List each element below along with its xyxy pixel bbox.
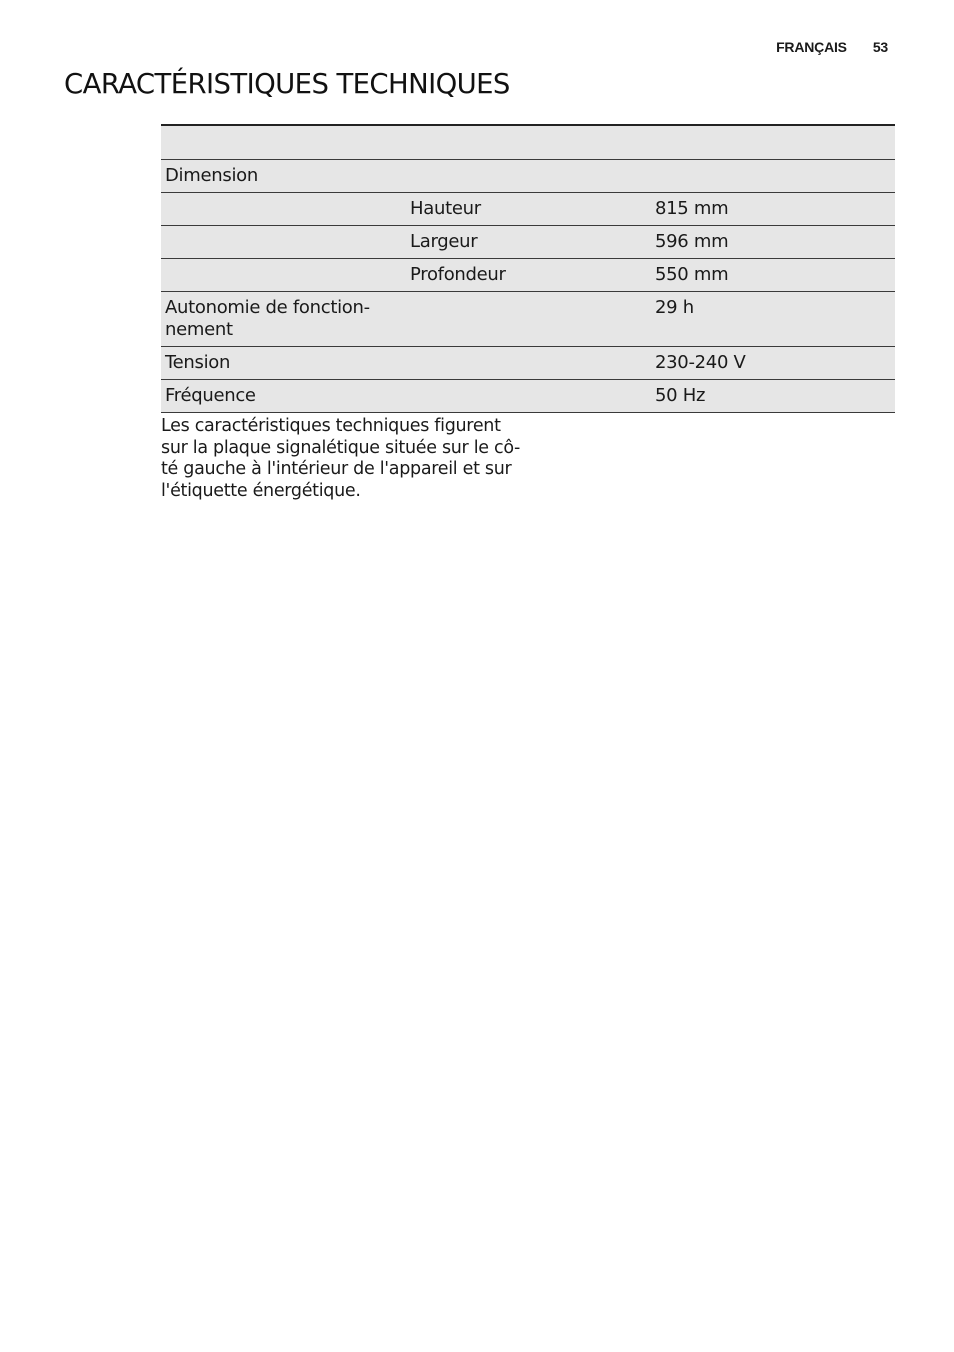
- table-row: [161, 226, 895, 259]
- table-cell-value: [651, 160, 895, 193]
- table-row: [161, 380, 895, 413]
- table-cell: Hauteur: [406, 193, 651, 226]
- table-row: [161, 259, 895, 292]
- table-cell: [406, 125, 651, 160]
- table-cell-value: 230-240 V: [651, 347, 895, 380]
- table-cell-label: [161, 193, 406, 226]
- table-cell-label: Tension: [161, 347, 406, 380]
- footnote: [161, 416, 521, 502]
- table-cell-value: 815 mm: [651, 193, 895, 226]
- table-row: [161, 160, 895, 193]
- table-cell-value: 29 h: [651, 292, 895, 347]
- cell-line: Autonomie de fonction-: [165, 297, 370, 318]
- table-cell-label: [161, 292, 406, 347]
- spec-table: [161, 124, 895, 413]
- footnote-line: l'étiquette énergétique.: [161, 480, 361, 501]
- table-cell: [406, 380, 651, 413]
- table-cell: Profondeur: [406, 259, 651, 292]
- footnote-line: té gauche à l'intérieur de l'appareil et sur: [161, 459, 512, 479]
- table-row: [161, 292, 895, 347]
- table-cell-label: Dimension: [161, 160, 406, 193]
- footnote-line: sur la plaque signalétique située sur le cô-: [161, 437, 521, 458]
- table-cell: [651, 125, 895, 160]
- table-cell: [406, 347, 651, 380]
- table-row: [161, 347, 895, 380]
- table-cell-value: 50 Hz: [651, 380, 895, 413]
- table-cell: [406, 160, 651, 193]
- table-cell-label: Fréquence: [161, 380, 406, 413]
- page-header: [776, 39, 888, 55]
- table-row: [161, 193, 895, 226]
- table-row-header-blank: [161, 125, 895, 160]
- table-cell-value: 550 mm: [651, 259, 895, 292]
- cell-line: nement: [165, 319, 233, 340]
- table-cell-label: [161, 259, 406, 292]
- footnote-line: Les caractéristiques techniques figurent: [161, 416, 501, 436]
- header-page-number: 53: [872, 39, 888, 55]
- table-cell: [161, 125, 406, 160]
- header-language: FRANÇAIS: [776, 39, 847, 55]
- page-title: CARACTÉRISTIQUES TECHNIQUES: [64, 68, 510, 100]
- table-cell: Largeur: [406, 226, 651, 259]
- table-cell: [406, 292, 651, 347]
- table-cell-value: 596 mm: [651, 226, 895, 259]
- table-cell-label: [161, 226, 406, 259]
